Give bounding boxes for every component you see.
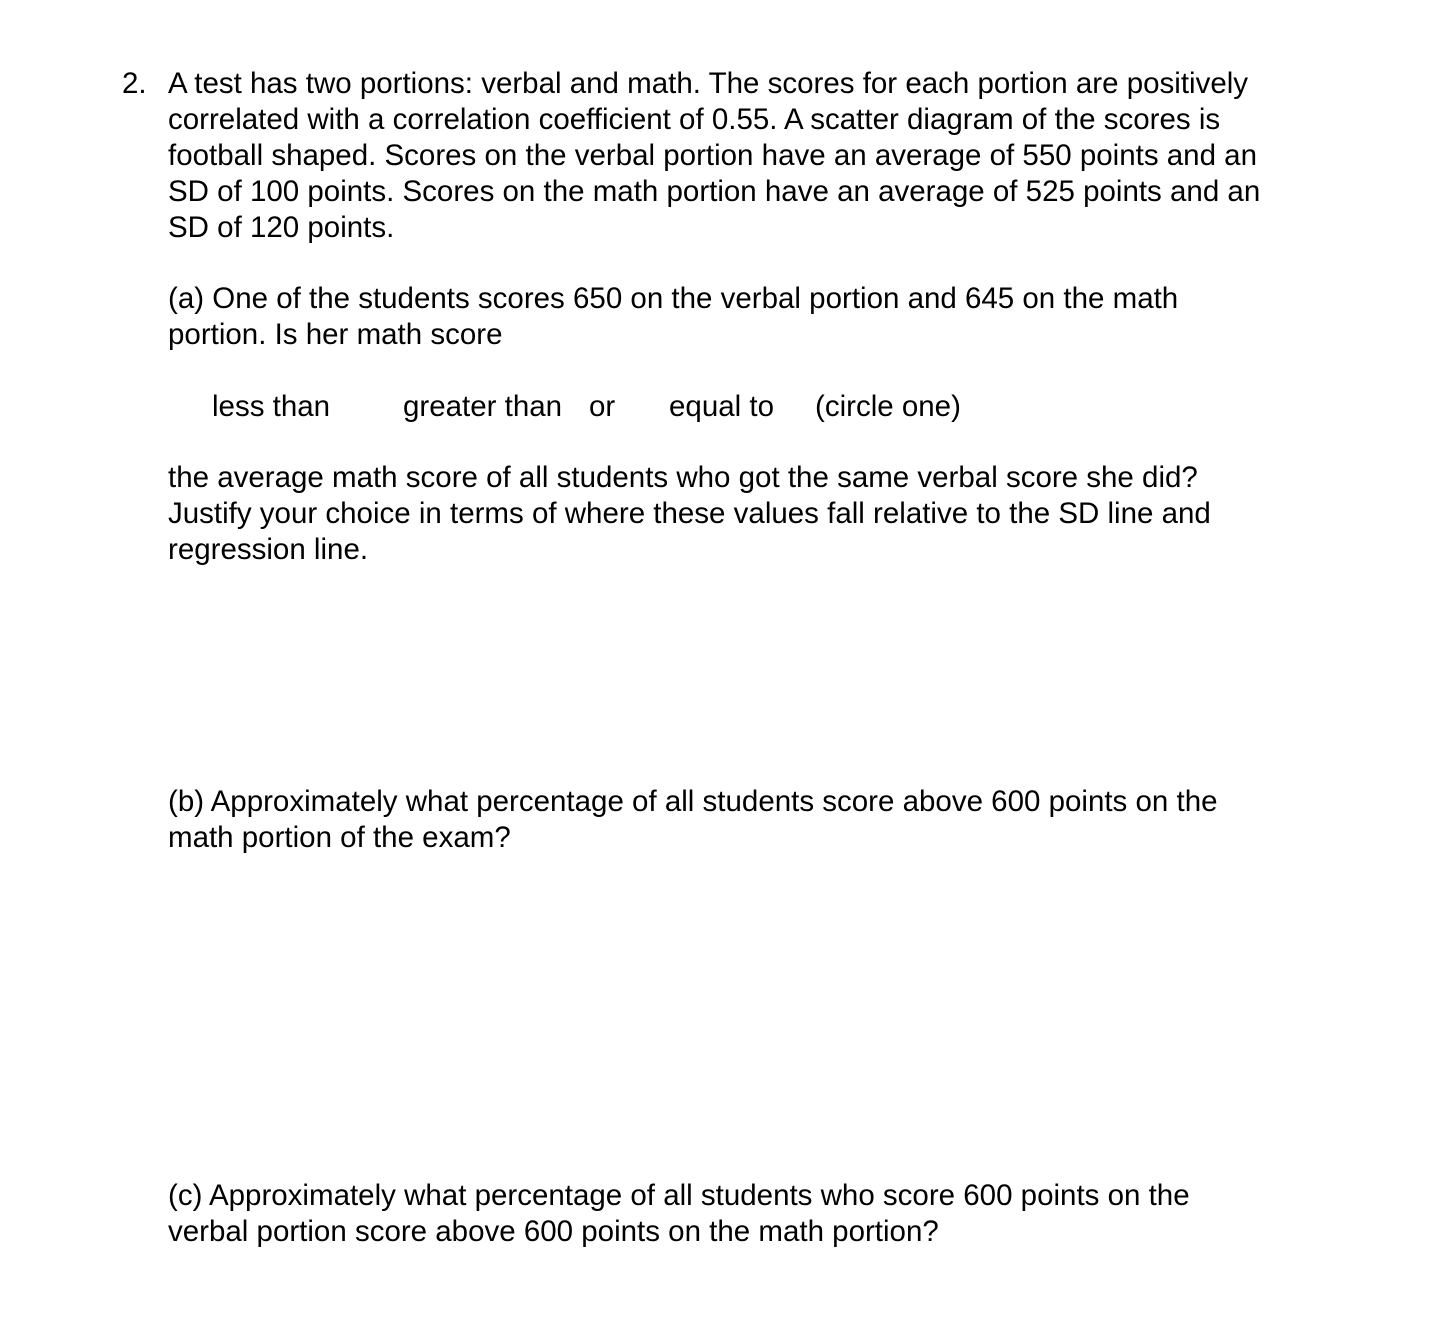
question-stem [168, 66, 1368, 246]
stem-line: A test has two portions: verbal and math. The scores for each portion are positively [168, 67, 1249, 100]
stem-line: football shaped. Scores on the verbal portion have an average of 550 points and an [168, 139, 1257, 172]
choice-less-than[interactable]: less than [212, 390, 331, 423]
choice-instruction: (circle one) [815, 390, 961, 423]
part-c-line: (c) Approximately what percentage of all students who score 600 points on the [168, 1179, 1190, 1212]
question-number: 2. [122, 67, 147, 100]
part-a-line: (a) One of the students scores 650 on the verbal portion and 645 on the math [168, 282, 1179, 315]
part-b-line: (b) Approximately what percentage of all students score above 600 points on the [168, 785, 1218, 818]
choice-greater-than[interactable]: greater than [403, 390, 563, 423]
choice-equal-to[interactable]: equal to [669, 390, 774, 423]
part-b-prompt [168, 784, 1368, 856]
part-a-prompt [168, 281, 1368, 353]
part-a-followup [168, 460, 1368, 568]
part-a-followup-line: Justify your choice in terms of where these values fall relative to the SD line and [168, 497, 1211, 530]
stem-line: SD of 100 points. Scores on the math portion have an average of 525 points and an [168, 175, 1261, 208]
part-a-followup-line: the average math score of all students who got the same verbal score she did? [168, 461, 1198, 494]
part-a-line: portion. Is her math score [168, 318, 503, 351]
part-c-prompt [168, 1178, 1368, 1250]
part-b-line: math portion of the exam? [168, 821, 511, 854]
part-a-followup-line: regression line. [168, 533, 369, 566]
stem-line: SD of 120 points. [168, 211, 395, 244]
stem-line: correlated with a correlation coefficient of 0.55. A scatter diagram of the scores is [168, 103, 1221, 136]
choice-separator-or: or [589, 390, 616, 423]
part-c-line: verbal portion score above 600 points on the math portion? [168, 1215, 939, 1248]
